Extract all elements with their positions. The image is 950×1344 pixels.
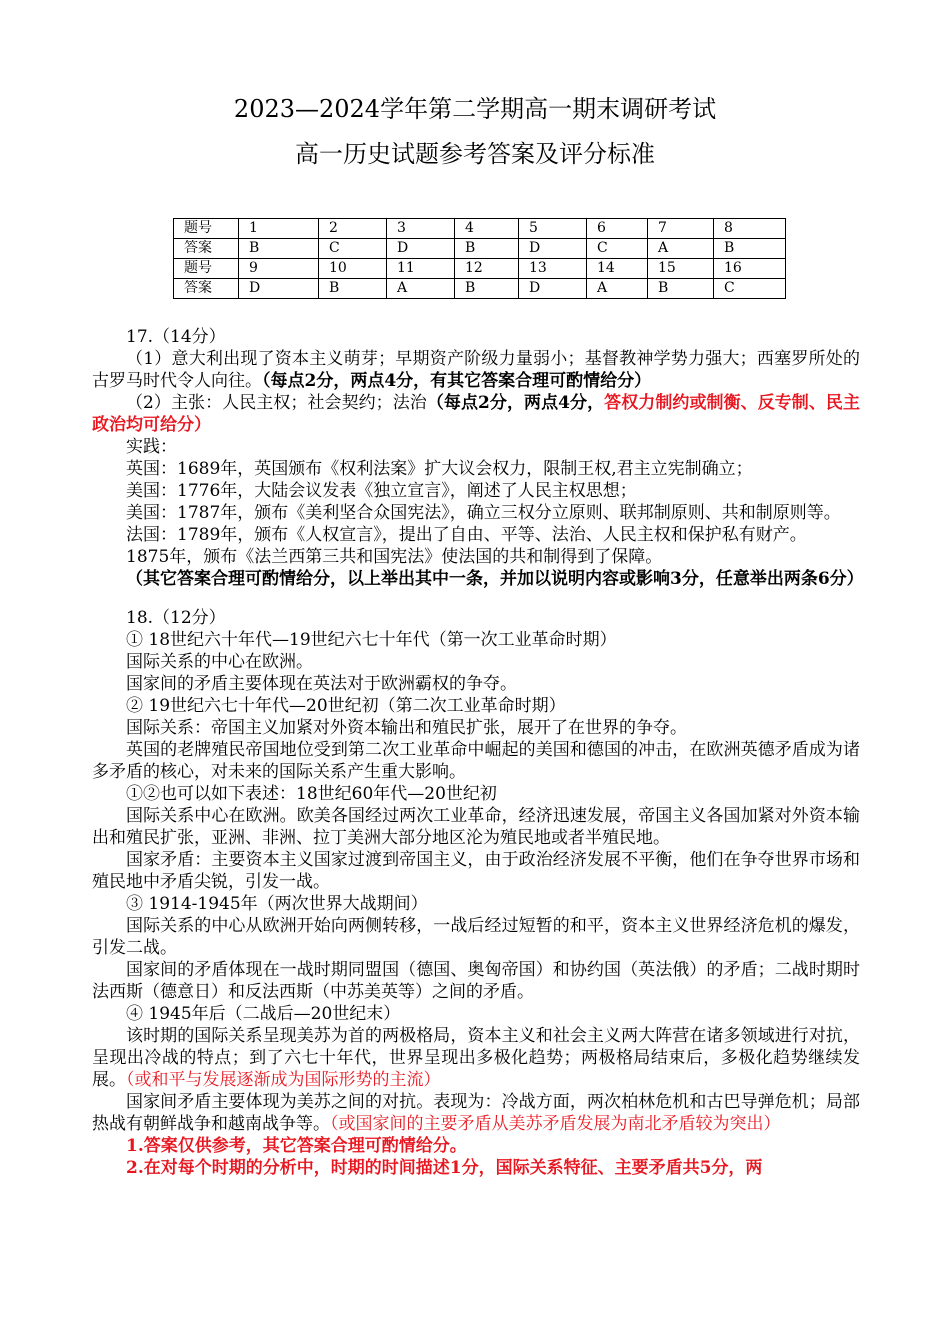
- paragraph: [92, 673, 860, 695]
- answer-cell: A: [387, 279, 455, 299]
- paragraph: [92, 695, 860, 717]
- answer-text: 国家间矛盾主要体现为美苏之间的对抗。表现为：冷战方面，两次柏林危机和古巴导弹危机；局部热战有朝鲜战争和越南战争等。: [92, 1092, 860, 1134]
- paragraph: [92, 1135, 860, 1157]
- row-header-cell: 答案: [174, 279, 239, 299]
- paragraph: [92, 436, 860, 458]
- answer-cell: C: [587, 239, 648, 259]
- answer-cell: 9: [239, 259, 319, 279]
- paragraph: [92, 739, 860, 783]
- paragraph: [92, 1003, 860, 1025]
- answer-cell: B: [455, 239, 519, 259]
- answer-cell: 4: [455, 219, 519, 239]
- paragraph: [92, 629, 860, 651]
- row-header-cell: 答案: [174, 239, 239, 259]
- answer-cell: B: [239, 239, 319, 259]
- table-row: [174, 239, 786, 259]
- answer-cell: 7: [648, 219, 714, 239]
- table-row: [174, 259, 786, 279]
- scoring-note: 1.答案仅供参考，其它答案合理可酌情给分。: [126, 1136, 467, 1156]
- answer-text: （1）意大利出现了资本主义萌芽；早期资产阶级力量弱小；基督教神学势力强大；西塞罗所处的古罗马时代令人向往。: [92, 349, 860, 391]
- answer-text: 法国：1789年，颁布《人权宣言》，提出了自由、平等、法治、人民主权和保护私有财产。: [126, 525, 807, 545]
- answer-cell: 12: [455, 259, 519, 279]
- scoring-note: （或国家间的主要矛盾从美苏矛盾发展为南北矛盾较为突出）: [330, 1114, 781, 1134]
- paragraph: [92, 348, 860, 392]
- answer-text: 国家矛盾：主要资本主义国家过渡到帝国主义，由于政治经济发展不平衡，他们在争夺世界市场和殖民地中矛盾尖锐，引发一战。: [92, 850, 860, 892]
- paragraph: [92, 546, 860, 568]
- answer-cell: 3: [387, 219, 455, 239]
- row-header-cell: 题号: [174, 219, 239, 239]
- paragraph: [92, 568, 864, 590]
- paragraph: [92, 326, 860, 348]
- answer-text: 1875年，颁布《法兰西第三共和国宪法》使法国的共和制得到了保障。: [126, 547, 663, 567]
- row-header-cell: 题号: [174, 259, 239, 279]
- answer-cell: 5: [519, 219, 587, 239]
- answer-text: 国家间的矛盾主要体现在英法对于欧洲霸权的争夺。: [126, 674, 517, 694]
- paragraph: [92, 607, 860, 629]
- scoring-note: （其它答案合理可酌情给分，以上举出其中一条，并加以说明内容或影响3分，任意举出两条6分）: [126, 569, 864, 589]
- answer-cell: D: [519, 239, 587, 259]
- answer-body: [92, 326, 864, 1179]
- paragraph: [92, 458, 860, 480]
- answer-cell: 6: [587, 219, 648, 239]
- paragraph: [92, 893, 860, 915]
- answer-cell: A: [587, 279, 648, 299]
- answer-text: 实践：: [126, 437, 177, 457]
- paragraph: [92, 915, 860, 959]
- answer-cell: 10: [319, 259, 387, 279]
- table-row: [174, 279, 786, 299]
- answer-text: 国际关系的中心在欧洲。: [126, 652, 313, 672]
- answer-text: 18.（12分）: [126, 608, 226, 628]
- scoring-note: （或和平与发展逐渐成为国际形势的主流）: [126, 1070, 441, 1090]
- answer-text: 美国：1776年，大陆会议发表《独立宣言》，阐述了人民主权思想；: [126, 481, 637, 501]
- answer-text: 国际关系中心在欧洲。欧美各国经过两次工业革命，经济迅速发展，帝国主义各国加紧对外资本输出和殖民扩张，亚洲、非洲、拉丁美洲大部分地区沦为殖民地或者半殖民地。: [92, 806, 860, 848]
- paragraph: [92, 480, 860, 502]
- answer-text: 国家间的矛盾体现在一战时期同盟国（德国、奥匈帝国）和协约国（英法俄）的矛盾；二战时期时法西斯（德意日）和反法西斯（中苏美英等）之间的矛盾。: [92, 960, 860, 1002]
- answer-text: 国际关系：帝国主义加紧对外资本输出和殖民扩张，展开了在世界的争夺。: [126, 718, 687, 738]
- answer-text: ① 18世纪六十年代—19世纪六七十年代（第一次工业革命时期）: [126, 630, 617, 650]
- document-title: 2023—2024学年第二学期高一期末调研考试: [233, 95, 717, 123]
- scoring-note: 答权力制约或制衡、反专制、民主政治均可给分）: [92, 393, 860, 435]
- paragraph: [92, 392, 860, 436]
- answer-cell: D: [387, 239, 455, 259]
- answer-text: ①②也可以如下表述：18世纪60年代—20世纪初: [126, 784, 497, 804]
- answer-cell: C: [714, 279, 786, 299]
- answer-cell: D: [519, 279, 587, 299]
- answer-cell: 2: [319, 219, 387, 239]
- answer-cell: D: [239, 279, 319, 299]
- paragraph: [92, 524, 860, 546]
- answer-cell: B: [455, 279, 519, 299]
- answer-cell: 15: [648, 259, 714, 279]
- paragraph: [92, 1091, 860, 1135]
- answer-text: ③ 1914-1945年（两次世界大战期间）: [126, 894, 428, 914]
- answer-cell: 16: [714, 259, 786, 279]
- paragraph: [92, 1025, 860, 1091]
- document-subtitle: 高一历史试题参考答案及评分标准: [295, 140, 655, 168]
- paragraph: [92, 805, 860, 849]
- answer-cell: 14: [587, 259, 648, 279]
- paragraph: [92, 717, 860, 739]
- table-row: [174, 219, 786, 239]
- answer-cell: B: [714, 239, 786, 259]
- paragraph: [92, 502, 860, 524]
- answer-text: 17.（14分）: [126, 327, 226, 347]
- scoring-note: （每点2分，两点4分，有其它答案合理可酌情给分）: [262, 371, 652, 391]
- paragraph: [92, 651, 860, 673]
- paragraph: [92, 849, 860, 893]
- answer-text: 美国：1787年，颁布《美利坚合众国宪法》，确立三权分立原则、联邦制原则、共和制原则等。: [126, 503, 841, 523]
- answer-cell: A: [648, 239, 714, 259]
- answer-text: 国际关系的中心从欧洲开始向两侧转移，一战后经过短暂的和平，资本主义世界经济危机的爆发，引发二战。: [92, 916, 860, 958]
- answer-cell: 8: [714, 219, 786, 239]
- scoring-note: （每点2分，两点4分，: [426, 393, 605, 413]
- answer-text: 英国的老牌殖民帝国地位受到第二次工业革命中崛起的美国和德国的冲击，在欧洲英德矛盾成为诸多矛盾的核心，对未来的国际关系产生重大影响。: [92, 740, 860, 782]
- paragraph: [92, 959, 860, 1003]
- answer-text: ④ 1945年后（二战后—20世纪末）: [126, 1004, 401, 1024]
- answer-cell: B: [648, 279, 714, 299]
- paragraph: [92, 1157, 860, 1179]
- answer-text: ② 19世纪六七十年代—20世纪初（第二次工业革命时期）: [126, 696, 566, 716]
- answer-cell: B: [319, 279, 387, 299]
- answer-cell: 11: [387, 259, 455, 279]
- paragraph: [92, 783, 860, 805]
- answer-text: 该时期的国际关系呈现美苏为首的两极格局，资本主义和社会主义两大阵营在诸多领域进行对抗，呈现出冷战的特点；到了六七十年代，世界呈现出多极化趋势；两极格局结束后，多极化趋势继续发展。: [92, 1026, 860, 1090]
- answer-cell: C: [319, 239, 387, 259]
- answer-text: （2）主张：人民主权；社会契约；法治: [126, 393, 427, 413]
- answer-cell: 13: [519, 259, 587, 279]
- answer-table: [173, 218, 786, 299]
- answer-text: 英国：1689年，英国颁布《权利法案》扩大议会权力，限制王权,君主立宪制确立；: [126, 459, 753, 479]
- answer-cell: 1: [239, 219, 319, 239]
- scoring-note: 2.在对每个时期的分析中，时期的时间描述1分，国际关系特征、主要矛盾共5分，两: [126, 1158, 763, 1178]
